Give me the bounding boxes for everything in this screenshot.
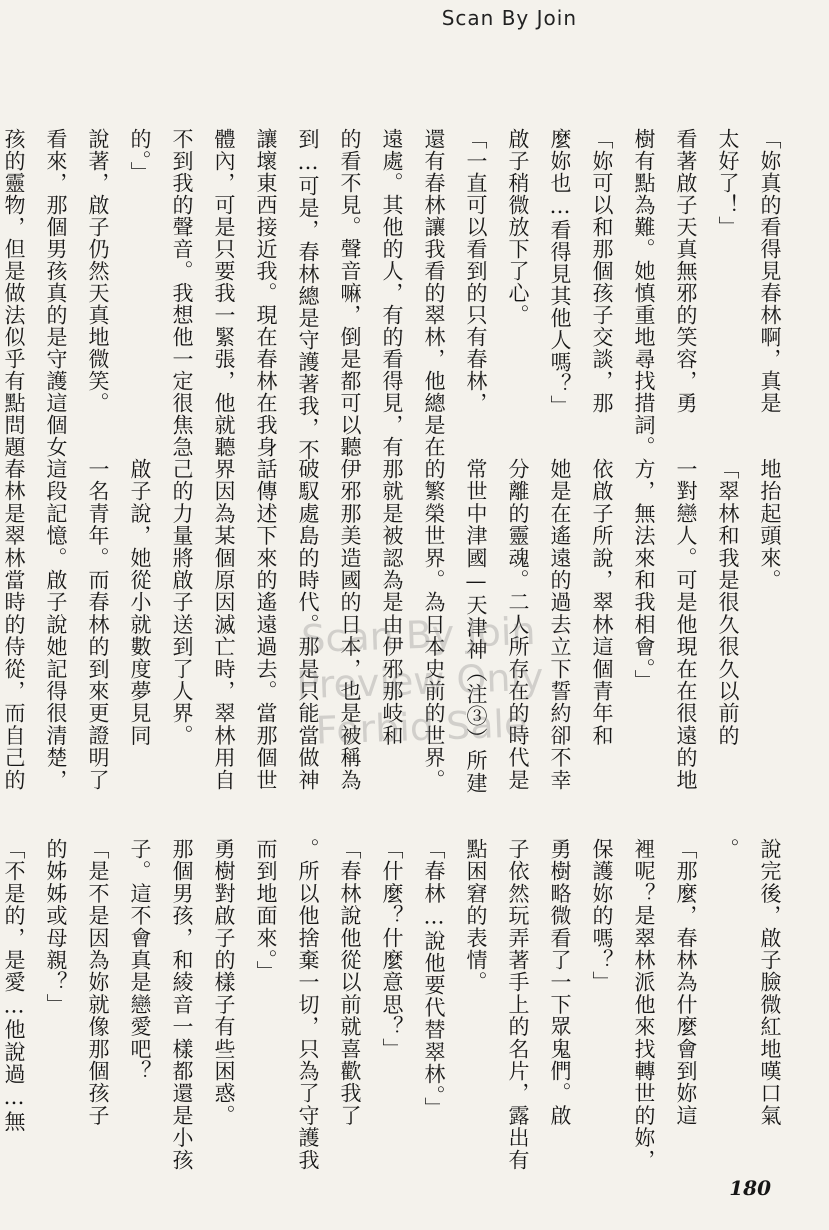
text-column: 麼妳也…看得見其他人嗎？」 bbox=[548, 128, 572, 417]
text-column: 點困窘的表情。 bbox=[464, 838, 488, 994]
text-column: 地抬起頭來。 bbox=[758, 458, 782, 592]
text-band-middle bbox=[0, 458, 829, 792]
watermark-line: Forbid Sale bbox=[315, 701, 529, 753]
text-column: 常世中津國—天津神（注③）所建 bbox=[464, 458, 488, 794]
text-column: 還有春林讓我看的翠林，他總是在 bbox=[422, 128, 446, 458]
text-column: 體內，可是只要我一緊張，他就聽 bbox=[212, 128, 236, 458]
text-column: 破馭處島的時代。那是只能當做神 bbox=[296, 458, 320, 791]
text-column: 說完後，啟子臉微紅地嘆口氣 bbox=[758, 838, 782, 1127]
text-column: 話傳述下來的遙遠過去。當那個世 bbox=[254, 458, 278, 791]
text-column: 啟子稍微放下了心。 bbox=[506, 128, 530, 326]
text-column: 到…可是，春林總是守護著我，不 bbox=[296, 128, 320, 461]
text-column: 依啟子所說，翠林這個青年和 bbox=[590, 458, 614, 747]
text-column: 看著啟子天真無邪的笑容，勇 bbox=[674, 128, 698, 414]
text-column: 孩的靈物，但是做法似乎有點問題 bbox=[2, 128, 26, 458]
text-column: 「春林…說他要代替翠林。」 bbox=[422, 838, 446, 1120]
text-column: 的。」 bbox=[128, 128, 152, 184]
text-column: 子依然玩弄著手上的名片，露出有 bbox=[506, 838, 530, 1171]
text-column: 樹有點為難。她慎重地尋找措詞。 bbox=[632, 128, 656, 458]
text-column: 「妳可以和那個孩子交談，那 bbox=[590, 128, 614, 414]
text-column: 說著，啟子仍然天真地微笑。 bbox=[86, 128, 110, 414]
text-column: 一名青年。而春林的到來更證明了 bbox=[86, 458, 110, 791]
text-column: 分離的靈魂。二人所存在的時代是 bbox=[506, 458, 530, 791]
text-column: 的看不見。聲音嘛，倒是都可以聽 bbox=[338, 128, 362, 458]
scan-credit-header: Scan By Join bbox=[441, 6, 577, 30]
watermark-line: Scan By Join bbox=[300, 608, 537, 662]
text-column: 「不是的，是愛…他說過…無 bbox=[2, 838, 26, 1133]
text-column: 伊邪那美造國的日本，也是被稱為 bbox=[338, 458, 362, 791]
text-column: 「是不是因為妳就像那個孩子 bbox=[86, 838, 110, 1127]
text-column: 方，無法來和我相會。」 bbox=[632, 458, 656, 692]
text-column: 「春林說他從以前就喜歡我了 bbox=[338, 838, 362, 1127]
watermark-line: Preview Only bbox=[295, 654, 545, 708]
text-column: 「妳真的看得見春林啊，真是 bbox=[758, 128, 782, 414]
text-column: 那個男孩，和綾音一樣都還是小孩 bbox=[170, 838, 194, 1171]
text-column: 「什麼？什麼意思？」 bbox=[380, 838, 404, 1060]
text-column: 她是在遙遠的過去立下誓約卻不幸 bbox=[548, 458, 572, 791]
text-column: 。所以他捨棄一切，只為了守護我 bbox=[296, 838, 320, 1171]
text-column: 一對戀人。可是他現在在很遠的地 bbox=[674, 458, 698, 791]
text-column: 那就是被認為是由伊邪那岐和 bbox=[380, 458, 404, 747]
text-column: 。 bbox=[716, 838, 740, 861]
text-column: 春林是翠林當時的侍從，而自己的 bbox=[2, 458, 26, 791]
text-column: 不到我的聲音。我想他一定很焦急 bbox=[170, 128, 194, 458]
text-column: 勇樹略微看了一下眾鬼們。啟 bbox=[548, 838, 572, 1127]
text-column: 太好了！」 bbox=[716, 128, 740, 238]
text-band-bottom bbox=[0, 838, 829, 1170]
text-column: 子。這不會真是戀愛吧？ bbox=[128, 838, 152, 1083]
text-column: 己的力量將啟子送到了人界。 bbox=[170, 458, 194, 747]
text-column: 「翠林和我是很久很久以前的 bbox=[716, 458, 740, 747]
text-column: 啟子說，她從小就數度夢見同 bbox=[128, 458, 152, 747]
text-column: 勇樹對啟子的樣子有些困惑。 bbox=[212, 838, 236, 1127]
text-column: 的姊姊或母親？」 bbox=[44, 838, 68, 1016]
text-column: 「那麼，春林為什麼會到妳這 bbox=[674, 838, 698, 1127]
text-band-top bbox=[0, 128, 829, 461]
text-column: 的繁榮世界。為日本史前的世界。 bbox=[422, 458, 446, 791]
text-column: 裡呢？是翠林派他來找轉世的妳， bbox=[632, 838, 656, 1171]
text-column: 看來，那個男孩真的是守護這個女 bbox=[44, 128, 68, 458]
text-column: 保護妳的嗎？」 bbox=[590, 838, 614, 994]
text-column: 「一直可以看到的只有春林， bbox=[464, 128, 488, 414]
text-column: 遠處。其他的人，有的看得見，有 bbox=[380, 128, 404, 458]
text-column: 界因為某個原因滅亡時，翠林用自 bbox=[212, 458, 236, 791]
page-number: 180 bbox=[729, 1176, 771, 1200]
text-column: 讓壞東西接近我。現在春林在我身 bbox=[254, 128, 278, 458]
text-column: 這段記憶。啟子說她記得很清楚， bbox=[44, 458, 68, 791]
text-column: 而到地面來。」 bbox=[254, 838, 278, 983]
